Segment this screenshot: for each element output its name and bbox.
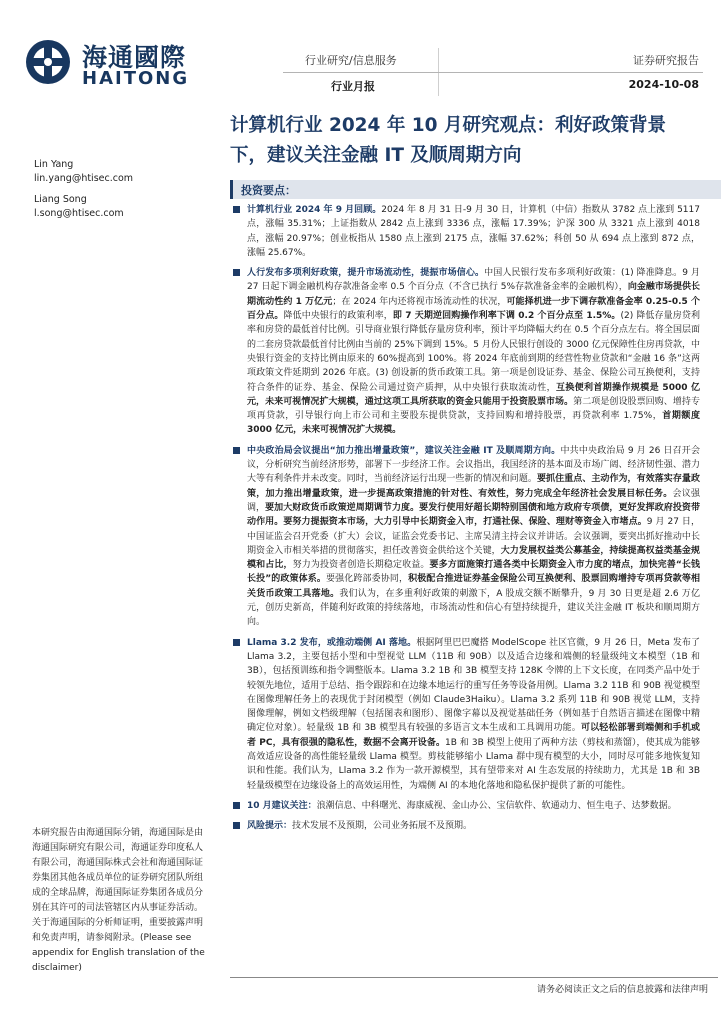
key-points-list (230, 203, 700, 839)
bullet-text: 根据阿里巴巴魔搭 ModelScope 社区官微，9 月 26 日，Meta 发布了 Llama 3.2，主要包括小型和中型视觉 LLM（11B 和 90B）以及适合边缘和端侧的轻量级纯文本模型（1B 和 3B），包括预训练和指令调整版本。Llama 3.2 1B 和 3B 模型支持 128K 令牌的上下文长度，在同类产品中处于较领先地位，适用于总结、指令跟踪和在边缘本地运行的重写任务等设备用例。Llama 3.2 11B 和 90B 视觉模型在图像理解任务上的表现优于封闭模型（例如 Claude3Haiku）。Llama 3.2 系列 11B 和 90B 视觉 LLM，支持图像理解，例如文档级理解（包括图表和图形）、图像字幕以及视觉基础任务（例如基于自然语言描述在图像中精确定位对象）。轻量级 1B 和 3B 模型具有较强的多语言文本生成和工具调用功能。 (247, 637, 700, 734)
bullet-emphasis: 可能择机进一步下调存款准备金率 0.25-0.5 个百分点。 (247, 296, 701, 322)
bullet-text: 第二项是创设股票回购、增持专项再贷款，引导银行向上市公司和主要股东提供贷款，支持回购和增持股票，再贷款利率 1.75%， (247, 396, 700, 422)
report-date: 2024-10-08 (628, 78, 699, 91)
report-header (283, 44, 703, 100)
bullet-text: 努力为投资者创造长期稳定收益。 (292, 560, 430, 571)
bullet-emphasis: 大力发展权益类公募基金，持续提高权益类基金规模和占比， (247, 545, 700, 571)
key-points-title: 投资要点： (241, 184, 296, 197)
bullet-emphasis: 要加大财政货币政策逆周期调节力度。要发行使用好超长期特别国债和地方政府专项债，更好发挥政府投资带动作用。要努力提振资本市场，大力引导中长期资金入市，打通社保、保险、理财等资金入市堵点。 (247, 502, 700, 528)
author-name: Liang Song (34, 194, 87, 205)
bullet-text: 2024 年 8 月 31 日-9 月 30 日，计算机（中信）指数从 3782 点上涨到 5117 点，涨幅 35.31%；上证指数从 2842 点上涨到 3336 点，涨幅 17.39%；沪深 300 从 3321 点上涨到 4018 点，涨幅 20.97%；创业板指从 1580 点上涨到 2175 点，涨幅 37.62%；科创 50 从 694 点上涨到 872 点，涨幅 25.67%。 (247, 205, 700, 258)
key-points-bar (230, 180, 721, 199)
bullet-lead: 风险提示： (247, 821, 293, 832)
bullet-square-icon (233, 447, 240, 454)
report-subcategory: 行业月报 (331, 80, 375, 93)
bullet-text: 9 月 27 日，中国证监会召开党委（扩大）会议，证监会党委书记、主席吴清主持会议并讲话。会议强调，要突出抓好推动中长期资金入市相关举措的贯彻落实，担任改善资金供给这个关键， (247, 517, 700, 556)
author-email[interactable]: lin.yang@htisec.com (34, 173, 134, 184)
bullet-emphasis: 积极配合推进证券基金保险公司互换便利、股票回购增持专项再贷款等相关货币政策工具落地。 (247, 574, 700, 599)
bullet-lead: 计算机行业 2024 年 9 月回顾。 (247, 205, 382, 215)
bullet-text: 浪潮信息、中科曙光、海康威视、金山办公、宝信软件、软通动力、恒生电子、达梦数据。 (316, 800, 677, 811)
bullet-emphasis: 向金融市场提供长期流动性约 1 万亿元 (247, 282, 700, 307)
report-title: 计算机行业 2024 年 10 月研究观点：利好政策背景下，建议关注金融 IT 及顺周期方向 (230, 115, 666, 166)
list-item (230, 444, 700, 630)
bullet-emphasis: 互换便利首期操作规模是 5000 亿元，未来可视情况扩大规模，通过这项工具所获取的资金只能用于投资股票市场。 (247, 382, 700, 407)
bullet-emphasis: 首期额度 3000 亿元，未来可视情况扩大规模。 (247, 411, 700, 436)
author-2 (34, 193, 124, 221)
author-1 (34, 158, 133, 186)
bullet-lead: 10 月建议关注： (247, 800, 317, 811)
brand-name-en: HAITONG (82, 68, 190, 89)
footer-notice: 请务必阅读正文之后的信息披露和法律声明 (536, 985, 708, 995)
bullet-lead: 中央政治局会议提出“加力推出增量政策”，建议关注金融 IT 及顺周期方向。 (247, 445, 561, 456)
list-item (230, 636, 700, 793)
bullet-text: (2) 降低存量房贷利率和房贷的最低首付比例。引导商业银行降低存量房贷利率，预计平均降幅大约在 0.5 个百分点左右。将全国层面的二套房贷款最低首付比例由当前的 25%下调到 15%。5 月份人民银行创设的 3000 亿元保障性住房再贷款，中央银行资金的支持比例由原来的 60%提高到 100%。将 2024 年底前到期的经营性物业贷款和“金融 16 条”这两项政策文件延期到 2026 年底。(3) 创设新的货币政策工具。第一项是创设证券、基金、保险公司互换便利，支持符合条件的证券、基金、保险公司通过资产质押，从中央银行获取流动性， (247, 311, 700, 393)
bullet-square-icon (233, 802, 240, 809)
bullet-text: 降低中央银行的政策利率， (283, 311, 393, 322)
bullet-emphasis: 即 7 天期逆回购操作利率下调 0.2 个百分点至 1.5%。 (392, 311, 621, 322)
bullet-text: 1B 和 3B 模型上使用了两种方法（剪枝和蒸馏），使其成为能够高效适应设备的高性能轻量级 Llama 模型。剪枝能够缩小 Llama 群中现有模型的大小，同时尽可能多地恢复知识和性能。我们认为，Llama 3.2 作为一款开源模型，其有望带来对 AI 生态发展的持续助力，尤其是 1B 和 3B 轻量级模型在边缘设备上的高效运用性，为端侧 AI 的本地化落地和隐私保护提供了新的可能性。 (247, 737, 700, 791)
footer-rule (230, 977, 718, 978)
bullet-square-icon (233, 206, 240, 213)
header-rule (283, 72, 703, 73)
list-item (230, 819, 700, 833)
bullet-text: 中国人民银行发布多项利好政策：(1) 降准降息。9 月 27 日起下调金融机构存款准备金率 0.5 个百分点（不含已执行 5%存款准备金率的金融机构）， (247, 268, 700, 293)
list-item (230, 266, 700, 438)
disclaimer-text: 本研究报告由海通国际分销，海通国际是由海通国际研究有限公司，海通证券印度私人有限公司，海通国际株式会社和海通国际证券集团其他各成员单位的证券研究团队所组成的全球品牌，海通国际证券集团各成员分别在其许可的司法管辖区内从事证券活动。关于海通国际的分析师证明，重要披露声明和免责声明，请参阅附录。(Please see appendix for English translation of the disclaimer) (32, 828, 205, 973)
bullet-lead: 人行发布多项利好政策，提升市场流动性，提振市场信心。 (247, 268, 485, 279)
bullet-text: 要强化跨部委协同， (326, 574, 409, 585)
report-category: 行业研究/信息服务 (305, 54, 397, 67)
bullet-text: 会议强调， (247, 488, 700, 513)
bullet-lead: Llama 3.2 发布，或推动端侧 AI 落地。 (247, 637, 417, 648)
brand-name-cn: 海通國際 (82, 43, 187, 72)
author-name: Lin Yang (34, 159, 74, 170)
bullet-text: 中共中央政治局 9 月 26 日召开会议，分析研究当前经济形势，部署下一步经济工作。会议指出，我国经济的基本面及市场广阔、经济韧性强、潜力大等有利条件并未改变。同时，当前经济运行出现一些新的情况和问题。 (247, 445, 700, 485)
bullet-text: ；在 2024 年内还将视市场流动性的状况， (332, 296, 507, 307)
bullet-text: 我们认为，在多重利好政策的刺激下，A 股成交额不断攀升，9 月 30 日更是超 2.6 万亿元，创历史新高，伴随利好政策的持续落地，市场流动性和信心有望持续提升，建议关注金融 IT 板块和顺周期方向。 (247, 588, 700, 628)
haitong-logo-icon (24, 38, 72, 86)
bullet-square-icon (233, 269, 240, 276)
bullet-square-icon (233, 822, 240, 829)
bullet-emphasis: 要抓住重点、主动作为，有效落实存量政策，加力推出增量政策，进一步提高政策措施的针对性、有效性，努力完成全年经济社会发展目标任务。 (247, 474, 700, 499)
list-item (230, 799, 700, 813)
bullet-emphasis: 可以轻松部署到端侧和手机或者 PC，具有很强的隐私性，数据不会离开设备。 (247, 723, 700, 748)
report-type: 证券研究报告 (633, 54, 699, 67)
bullet-text: 技术发展不及预期，公司业务拓展不及预期。 (292, 821, 473, 832)
bullet-square-icon (233, 639, 240, 646)
author-email[interactable]: l.song@htisec.com (34, 208, 124, 219)
list-item (230, 203, 700, 260)
bullet-emphasis: 要多方面施策打通各类中长期资金入市力度的堵点，加快完善“长钱长投”的政策体系。 (247, 560, 700, 585)
